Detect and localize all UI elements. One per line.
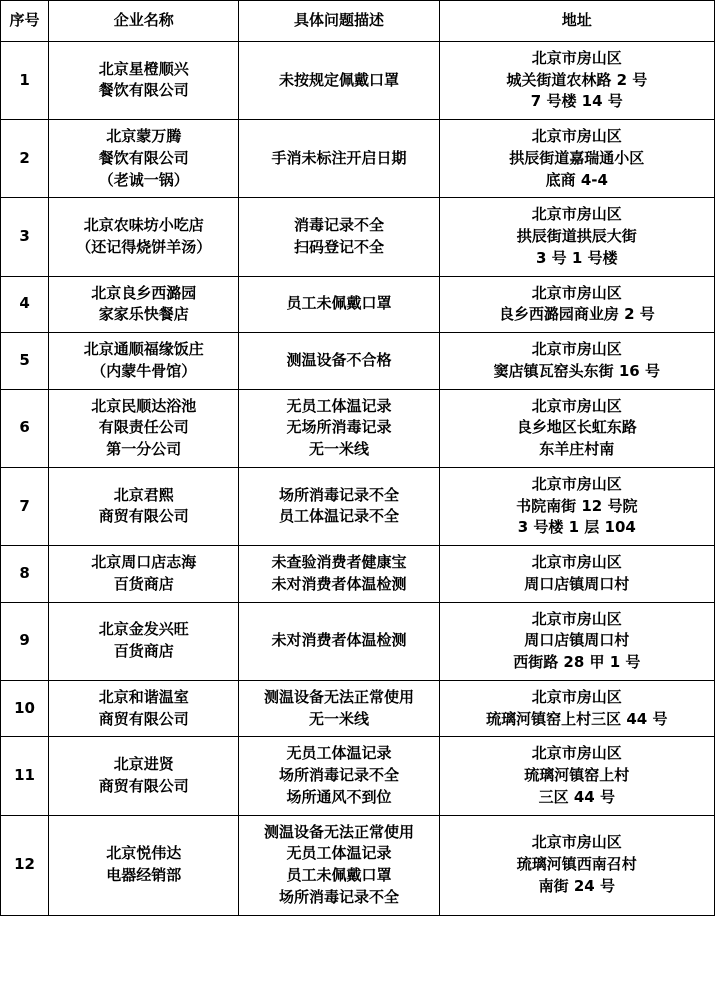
company-name-line: （内蒙牛骨馆）: [91, 361, 197, 380]
company-address: [439, 120, 714, 198]
company-name: [49, 120, 239, 198]
column-header-company-name: 企业名称: [49, 1, 239, 42]
company-name-line: 北京民顺达浴池: [91, 396, 197, 415]
table-row: [1, 467, 715, 545]
company-name: [49, 276, 239, 333]
issue-description-line: 未对消费者体温检测: [271, 574, 407, 593]
company-address: [439, 276, 714, 333]
issue-description-line: 场所消毒记录不全: [278, 887, 399, 906]
company-name-line: 商贸有限公司: [98, 709, 189, 728]
company-address-line: 琉璃河镇西南召村: [516, 855, 637, 874]
company-address-line: 琉璃河镇窑上村: [524, 766, 630, 784]
company-name-line: 餐饮有限公司: [98, 81, 189, 100]
table-row: [1, 389, 715, 467]
issue-description: [239, 546, 439, 603]
issue-description: [239, 602, 439, 680]
issue-description-line: 无一米线: [308, 440, 369, 458]
company-address-line: 琉璃河镇窑上村三区 44 号: [486, 709, 668, 728]
company-name: [49, 815, 239, 915]
issue-description-line: 员工体温记录不全: [278, 507, 399, 526]
table-row: [1, 737, 715, 815]
company-name: [49, 602, 239, 680]
column-header-issue-description: 具体问题描述: [239, 1, 439, 42]
company-address-line: 良乡地区长虹东路: [516, 418, 637, 437]
company-name-line: 北京金发兴旺: [98, 620, 189, 639]
company-name: [49, 389, 239, 467]
company-name-line: 电器经销部: [106, 866, 182, 884]
issue-description: [239, 815, 439, 915]
company-address-line: 北京市房山区: [531, 833, 622, 852]
company-address-line: 北京市房山区: [531, 744, 622, 763]
row-index: 6: [1, 389, 49, 467]
issue-description-line: 场所通风不到位: [286, 787, 392, 806]
company-name-line: 北京君熙: [113, 485, 174, 504]
row-index: 10: [1, 680, 49, 737]
issue-description-line: 未对消费者体温检测: [271, 631, 407, 650]
issue-description: [239, 276, 439, 333]
company-address-line: 三区 44 号: [538, 787, 615, 806]
row-index: 2: [1, 120, 49, 198]
company-address-line: 北京市房山区: [531, 127, 622, 145]
company-address-line: 南街 24 号: [538, 876, 615, 895]
issue-description-line: 无员工体温记录: [286, 844, 392, 863]
issue-description-line: 无场所消毒记录: [286, 418, 392, 437]
issue-description: [239, 680, 439, 737]
company-name-line: （老诚一锅）: [98, 170, 189, 189]
company-address-line: 书院南街 12 号院: [516, 496, 638, 515]
company-name-line: 北京农味坊小吃店: [83, 216, 204, 235]
company-address: [439, 389, 714, 467]
table-row: [1, 333, 715, 390]
company-name-line: 北京星橙顺兴: [98, 59, 189, 78]
table-row: [1, 198, 715, 276]
issue-description-line: 未查验消费者健康宝: [271, 553, 407, 571]
company-name-line: （还记得烧饼羊汤）: [76, 237, 212, 256]
issue-description: [239, 389, 439, 467]
company-name-line: 百货商店: [113, 574, 174, 593]
company-address-line: 北京市房山区: [531, 609, 622, 628]
row-index: 4: [1, 276, 49, 333]
company-address-line: 北京市房山区: [531, 396, 622, 415]
issue-description-line: 测温设备无法正常使用: [263, 687, 414, 706]
company-address: [439, 198, 714, 276]
company-name-line: 商贸有限公司: [98, 776, 189, 795]
table-row: [1, 815, 715, 915]
issue-description-line: 无员工体温记录: [286, 396, 392, 415]
issue-description: [239, 41, 439, 119]
table-row: [1, 602, 715, 680]
issue-description-line: 消毒记录不全: [293, 216, 384, 235]
row-index: 8: [1, 546, 49, 603]
company-name-line: 北京悦伟达: [106, 844, 182, 863]
company-address: [439, 546, 714, 603]
company-name: [49, 41, 239, 119]
company-name-line: 第一分公司: [106, 440, 182, 458]
issue-description-line: 扫码登记不全: [293, 237, 384, 256]
company-address-line: 北京市房山区: [531, 283, 622, 302]
issue-description-line: 场所消毒记录不全: [278, 766, 399, 784]
table-body: [1, 41, 715, 915]
company-name-line: 北京蒙万腾: [106, 127, 182, 145]
company-address: [439, 680, 714, 737]
table-row: [1, 41, 715, 119]
company-address: [439, 737, 714, 815]
company-name-line: 北京通顺福缘饭庄: [83, 340, 204, 358]
issue-description-line: 测温设备不合格: [286, 350, 392, 369]
issue-description: [239, 333, 439, 390]
company-address-line: 3 号 1 号楼: [536, 248, 618, 267]
company-address: [439, 815, 714, 915]
company-name: [49, 333, 239, 390]
issue-description-line: 手消未标注开启日期: [271, 148, 407, 167]
row-index: 12: [1, 815, 49, 915]
issue-description-line: 无一米线: [308, 709, 369, 728]
company-address-line: 北京市房山区: [531, 553, 622, 571]
company-name: [49, 467, 239, 545]
company-name-line: 百货商店: [113, 642, 174, 661]
issue-description: [239, 737, 439, 815]
company-name-line: 餐饮有限公司: [98, 148, 189, 167]
company-name: [49, 680, 239, 737]
row-index: 11: [1, 737, 49, 815]
table-row: [1, 546, 715, 603]
issue-description-line: 员工未佩戴口罩: [286, 294, 392, 313]
table-row: [1, 120, 715, 198]
company-address: [439, 41, 714, 119]
company-address-line: 北京市房山区: [531, 48, 622, 67]
issue-description-line: 测温设备无法正常使用: [263, 822, 414, 841]
issue-description: [239, 120, 439, 198]
issue-description-line: 员工未佩戴口罩: [286, 866, 392, 884]
company-address-line: 东羊庄村南: [539, 440, 615, 458]
company-address-line: 3 号楼 1 层 104: [517, 518, 636, 537]
company-address-line: 北京市房山区: [531, 474, 622, 493]
company-name-line: 家家乐快餐店: [98, 305, 189, 324]
company-name: [49, 737, 239, 815]
table-header-row: [1, 1, 715, 42]
company-name-line: 北京良乡西潞园: [91, 283, 197, 302]
company-address-line: 北京市房山区: [531, 205, 622, 224]
company-address: [439, 333, 714, 390]
company-address: [439, 467, 714, 545]
company-name-line: 北京进贤: [113, 755, 174, 774]
company-address-line: 北京市房山区: [531, 340, 622, 358]
company-address-line: 底商 4-4: [545, 170, 608, 189]
company-address-line: 周口店镇周口村: [524, 574, 630, 593]
issue-description: [239, 198, 439, 276]
issue-description-line: 无员工体温记录: [286, 744, 392, 763]
row-index: 1: [1, 41, 49, 119]
company-name-line: 北京和谐温室: [98, 687, 189, 706]
table-row: [1, 276, 715, 333]
company-name-line: 商贸有限公司: [98, 507, 189, 526]
column-header-address: 地址: [439, 1, 714, 42]
company-name: [49, 198, 239, 276]
issue-description-line: 场所消毒记录不全: [278, 485, 399, 504]
company-address-line: 周口店镇周口村: [524, 631, 630, 650]
company-address-line: 窦店镇瓦窑头东街 16 号: [493, 361, 660, 380]
column-header-index: 序号: [1, 1, 49, 42]
issue-description: [239, 467, 439, 545]
company-name-line: 北京周口店志海: [91, 553, 197, 571]
row-index: 3: [1, 198, 49, 276]
company-address-line: 良乡西潞园商业房 2 号: [498, 305, 655, 324]
company-address-line: 7 号楼 14 号: [530, 92, 623, 111]
row-index: 9: [1, 602, 49, 680]
company-name-line: 有限责任公司: [98, 418, 189, 437]
table-row: [1, 680, 715, 737]
company-name: [49, 546, 239, 603]
issue-description-line: 未按规定佩戴口罩: [278, 70, 399, 89]
company-address-line: 西街路 28 甲 1 号: [513, 653, 641, 671]
row-index: 7: [1, 467, 49, 545]
company-address-line: 北京市房山区: [531, 687, 622, 706]
company-address-line: 拱辰街道拱辰大街: [516, 227, 637, 245]
company-address: [439, 602, 714, 680]
company-address-line: 城关街道农林路 2 号: [506, 70, 648, 89]
company-address-line: 拱辰街道嘉瑞通小区: [509, 148, 645, 167]
row-index: 5: [1, 333, 49, 390]
